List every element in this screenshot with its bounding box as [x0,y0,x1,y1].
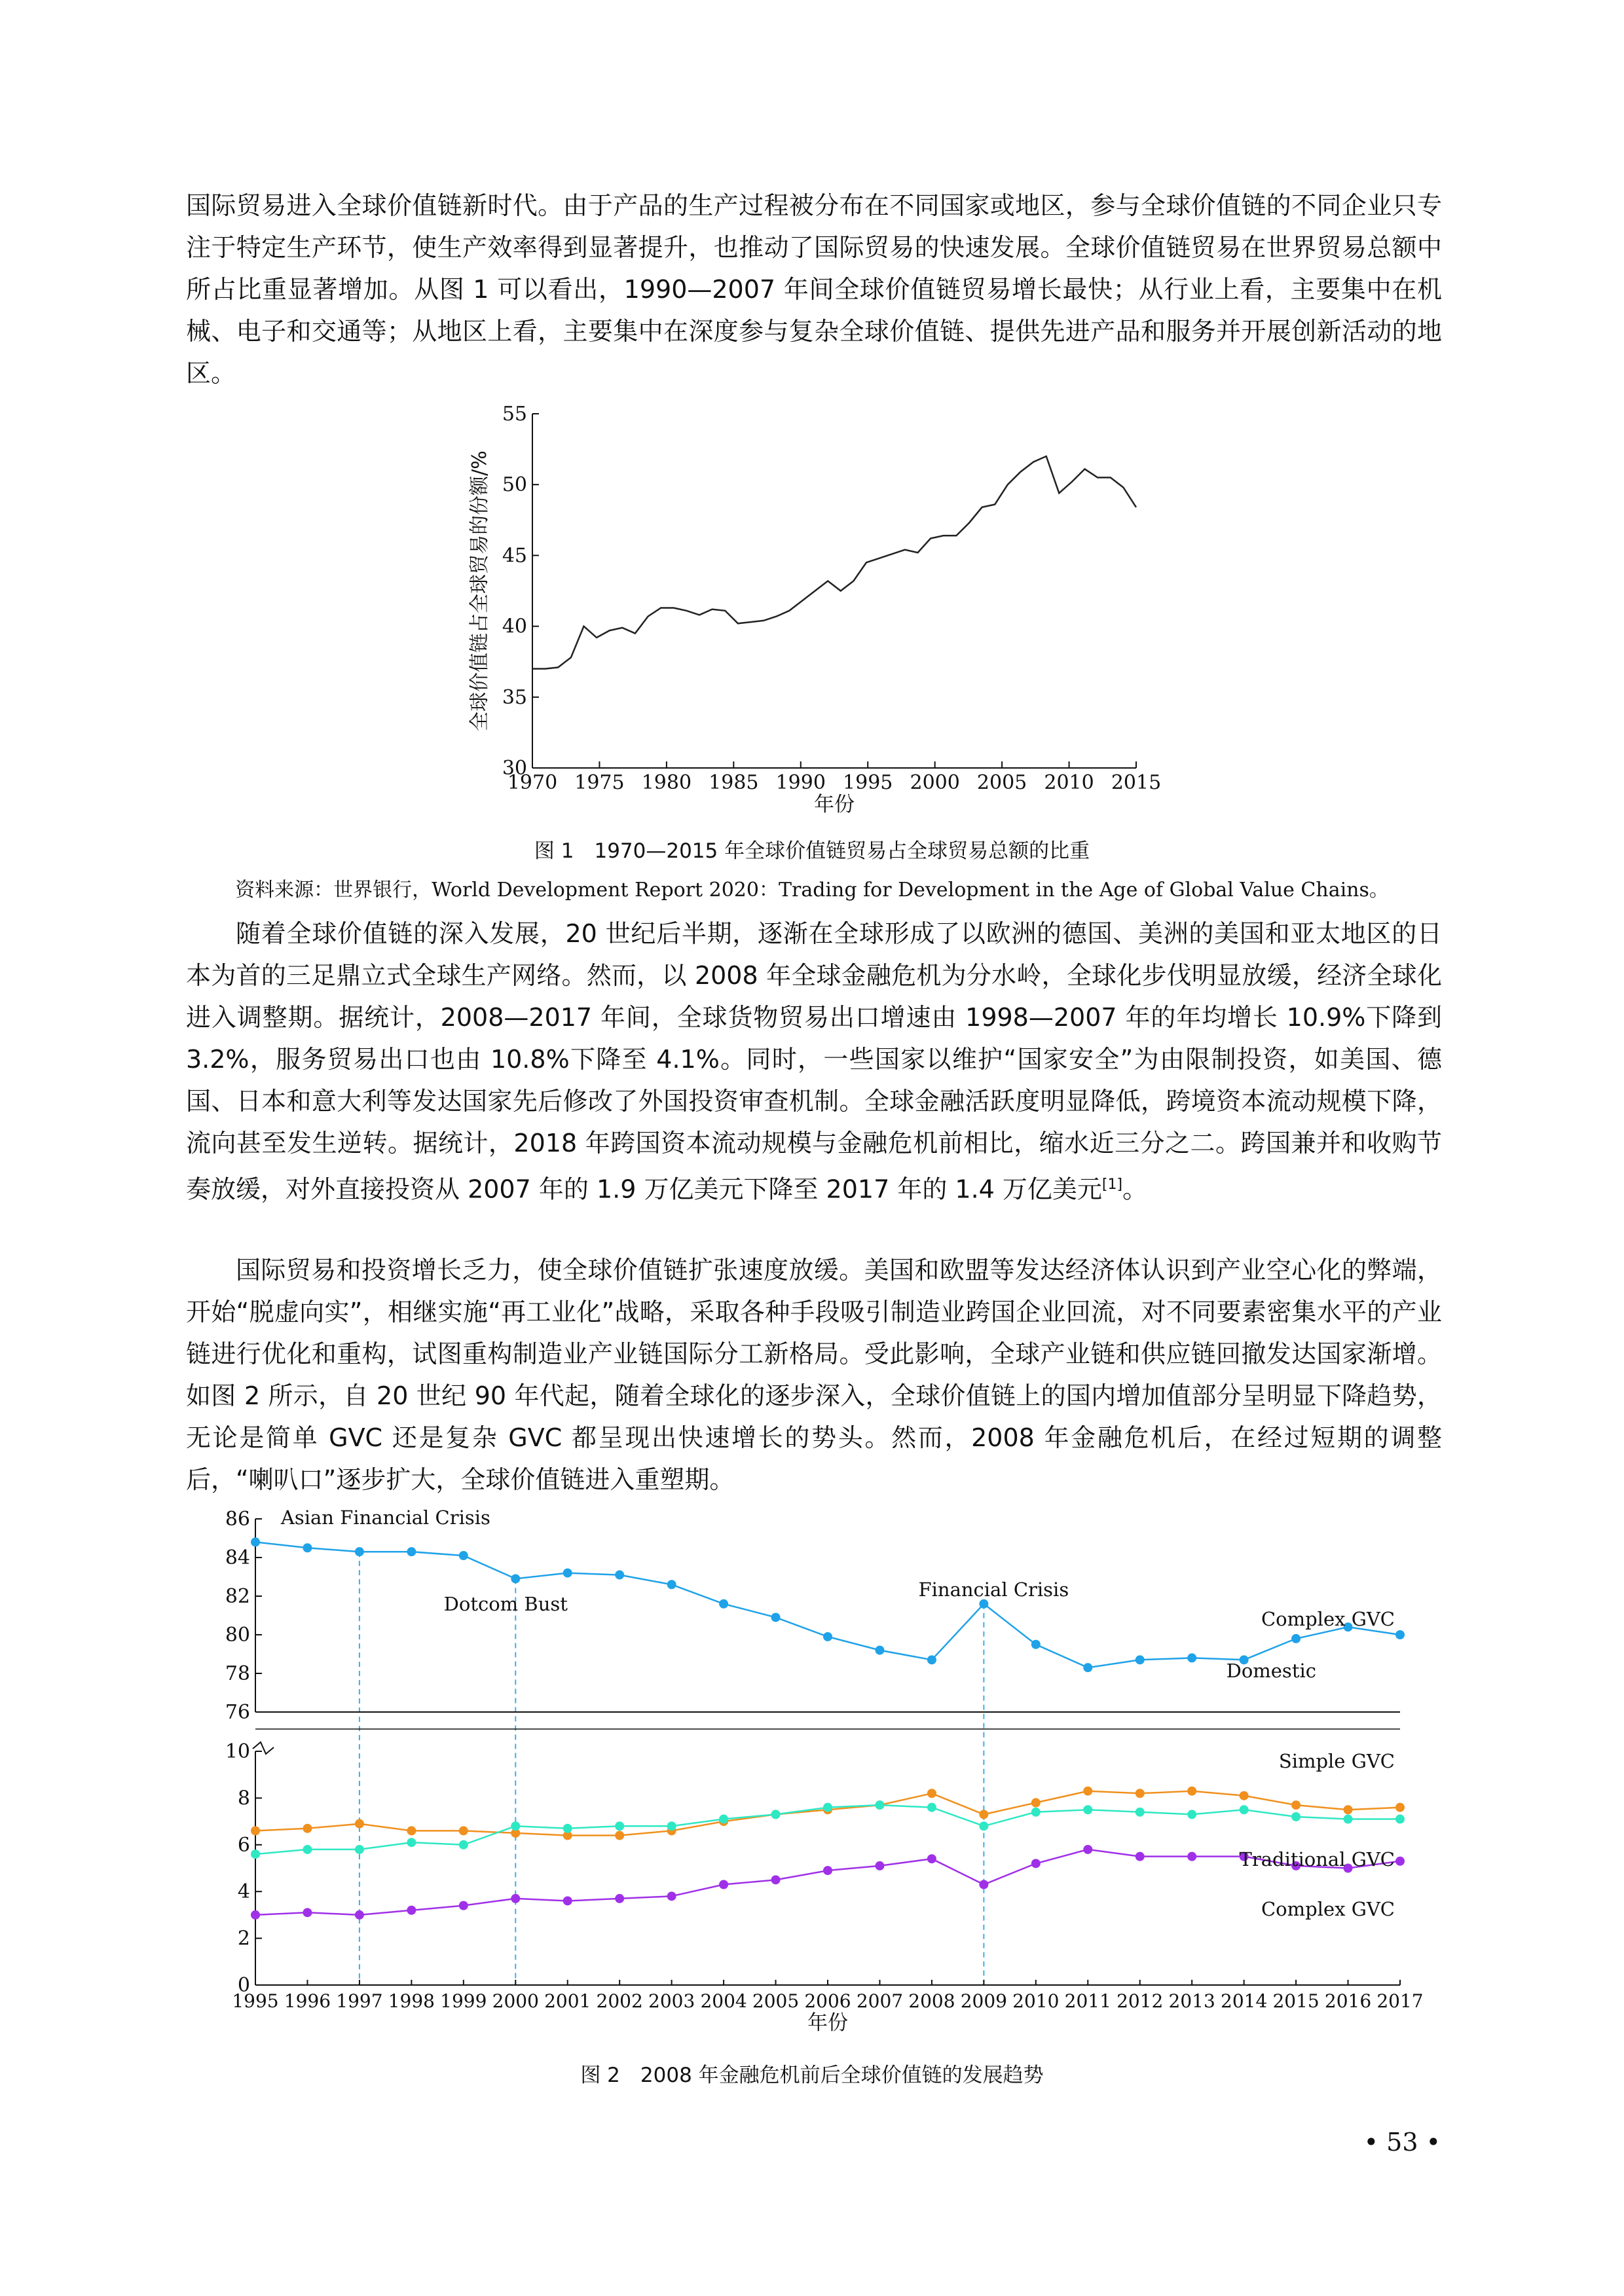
data-point-domestic [615,1571,624,1580]
data-point-simple-gvc [355,1845,364,1854]
x-tick-label: 2014 [1221,1990,1268,2012]
data-point-simple-gvc [459,1840,468,1850]
page-number: • 53 • [1363,2128,1441,2157]
data-point-complex-gvc [615,1894,624,1903]
data-point-traditional-gvc [1291,1800,1301,1810]
x-tick-label: 1999 [440,1990,487,2012]
data-point-simple-gvc [771,1810,781,1819]
lower-y-tick-label: 10 [225,1740,250,1763]
upper-y-tick-label: 84 [225,1546,250,1569]
data-point-domestic [355,1547,364,1556]
series-label: Simple GVC [1278,1750,1395,1772]
data-point-complex-gvc [1031,1859,1041,1868]
data-point-complex-gvc [1395,1857,1405,1866]
data-point-domestic [511,1574,520,1583]
data-point-simple-gvc [1083,1805,1092,1814]
x-tick-label: 2005 [752,1990,800,2012]
series-line-domestic [255,1542,1400,1667]
data-point-traditional-gvc [251,1826,260,1835]
data-point-domestic [1031,1640,1041,1649]
data-point-simple-gvc [1135,1808,1145,1817]
x-tick-label: 2001 [544,1990,591,2012]
data-point-domestic [1187,1653,1196,1662]
x-tick-label: 2009 [960,1990,1007,2012]
x-tick-label: 1995 [843,771,893,794]
x-axis-label: 年份 [814,793,855,816]
data-point-complex-gvc [927,1854,936,1863]
x-tick-label: 2004 [700,1990,747,2012]
data-point-complex-gvc [511,1894,520,1903]
data-point-simple-gvc [1344,1815,1353,1824]
data-point-domestic [1395,1630,1405,1639]
lower-y-tick-label: 2 [237,1927,250,1950]
x-tick-label: 2015 [1111,771,1162,794]
data-point-complex-gvc [979,1880,988,1889]
data-point-traditional-gvc [1344,1805,1353,1814]
data-point-traditional-gvc [303,1824,312,1833]
x-axis-label: 年份 [807,2011,848,2035]
data-point-complex-gvc [719,1880,728,1889]
data-point-traditional-gvc [459,1826,468,1835]
data-point-complex-gvc [563,1896,572,1905]
figure-2-chart [196,1506,1441,2049]
x-tick-label: 2010 [1012,1990,1060,2012]
data-point-simple-gvc [1031,1808,1041,1817]
data-point-complex-gvc [667,1891,676,1901]
data-point-domestic [875,1646,884,1655]
data-point-simple-gvc [1291,1812,1301,1821]
data-point-complex-gvc [459,1901,468,1910]
data-point-traditional-gvc [979,1810,988,1819]
upper-y-tick-label: 80 [225,1624,250,1647]
data-point-simple-gvc [615,1821,624,1831]
data-point-complex-gvc [1135,1852,1145,1861]
x-tick-label: 2010 [1044,771,1094,794]
x-tick-label: 1975 [574,771,625,794]
x-tick-label: 1990 [775,771,826,794]
data-point-domestic [563,1569,572,1578]
paragraph-1: 国际贸易进入全球价值链新时代。由于产品的生产过程被分布在不同国家或地区，参与全球价值链的不同企业只专注于特定生产环节，使生产效率得到显著提升，也推动了国际贸易的快速发展。全球价值链贸易在世界贸易总额中所占比重显著增加。从图 1 可以看出，1990—2007 年间全球价值链贸易增长最快；从行业上看，主要集中在机械、电子和交通等；从地区上看，主要集中在深度参与复杂全球价值链、提供先进产品和服务并开展创新活动的地区。 [186,191,1442,388]
data-point-complex-gvc [407,1906,416,1915]
y-tick-label: 35 [502,685,527,709]
y-tick-label: 55 [502,403,527,426]
series-label: Traditional GVC [1239,1848,1395,1870]
reference-mark: [1] [1101,1176,1123,1193]
series-label: Complex GVC [1261,1898,1395,1920]
data-point-traditional-gvc [1395,1803,1405,1812]
lower-y-tick-label: 6 [237,1833,250,1857]
y-tick-label: 45 [502,544,527,568]
x-tick-label: 2015 [1272,1990,1320,2012]
x-tick-label: 1980 [641,771,692,794]
data-point-traditional-gvc [1240,1791,1249,1800]
y-tick-label: 50 [502,473,527,497]
x-tick-label: 1985 [709,771,759,794]
y-tick-label: 30 [502,757,527,780]
x-tick-label: 1996 [284,1990,331,2012]
data-point-domestic [459,1551,468,1560]
x-tick-label: 1995 [232,1990,279,2012]
series-label: Domestic [1226,1660,1316,1682]
data-point-domestic [823,1632,832,1641]
x-tick-label: 2008 [908,1990,955,2012]
data-point-traditional-gvc [407,1826,416,1835]
data-point-complex-gvc [771,1875,781,1884]
data-point-domestic [1083,1663,1092,1672]
series-label: Complex GVC [1261,1608,1395,1630]
x-tick-label: 2007 [856,1990,904,2012]
data-point-complex-gvc [251,1910,260,1920]
data-point-complex-gvc [355,1910,364,1920]
data-point-simple-gvc [511,1821,520,1831]
data-point-simple-gvc [719,1815,728,1824]
figure-1-source: 资料来源：世界银行，World Development Report 2020：Trading for Development in the Age of Global Value Chains。 [235,879,1389,902]
lower-y-tick-label: 8 [237,1787,250,1810]
data-point-complex-gvc [875,1861,884,1870]
paragraph-3: 国际贸易和投资增长乏力，使全球价值链扩张速度放缓。美国和欧盟等发达经济体认识到产业空心化的弊端，开始“脱虚向实”，相继实施“再工业化”战略，采取各种手段吸引制造业跨国企业回流，对不同要素密集水平的产业链进行优化和重构，试图重构制造业产业链国际分工新格局。受此影响，全球产业链和供应链回撤发达国家渐增。如图 2 所示，自 20 世纪 90 年代起，随着全球化的逐步深入，全球价值链上的国内增加值部分呈明显下降趋势，无论是简单 GVC 还是复杂 GVC 都呈现出快速增长的势头。然而，2008 年金融危机后，在经过短期的调整后，“喇叭口”逐步扩大，全球价值链进入重塑期。 [186,1256,1442,1494]
data-point-domestic [667,1580,676,1589]
upper-y-tick-label: 76 [225,1701,250,1724]
data-point-simple-gvc [563,1824,572,1833]
data-point-domestic [1291,1634,1301,1643]
data-point-simple-gvc [303,1845,312,1854]
data-point-simple-gvc [1187,1810,1196,1819]
data-point-simple-gvc [823,1803,832,1812]
data-point-domestic [927,1655,936,1664]
paragraph-2-text: 随着全球价值链的深入发展，20 世纪后半期，逐渐在全球形成了以欧洲的德国、美洲的美国和亚太地区的日本为首的三足鼎立式全球生产网络。然而，以 2008 年全球金融危机为分水岭，全球化步伐明显放缓，经济全球化进入调整期。据统计，2008—2017 年间，全球货物贸易出口增速由 1998—2007 年的年均增长 10.9%下降到 3.2%，服务贸易出口也由 10.8%下降至 4.1%。同时，一些国家以维护“国家安全”为由限制投资，如美国、德国、日本和意大利等发达国家先后修改了外国投资审查机制。全球金融活跃度明显降低，跨境资本流动规模下降，流向甚至发生逆转。据统计，2018 年跨国资本流动规模与金融危机前相比，缩水近三分之二。跨国兼并和收购节奏放缓，对外直接投资从 2007 年的 1.9 万亿美元下降至 2017 年的 1.4 万亿美元 [186,919,1442,1204]
x-tick-label: 2017 [1376,1990,1424,2012]
data-point-simple-gvc [667,1821,676,1831]
x-tick-label: 2006 [804,1990,851,2012]
data-point-traditional-gvc [1135,1789,1145,1798]
x-tick-label: 2003 [648,1990,695,2012]
data-point-domestic [771,1613,781,1622]
data-point-simple-gvc [1240,1805,1249,1814]
data-point-simple-gvc [1395,1815,1405,1824]
event-annotation: Financial Crisis [918,1578,1069,1601]
paragraph-2 [186,913,1442,1211]
data-point-domestic [251,1537,260,1546]
data-point-traditional-gvc [615,1831,624,1840]
x-tick-label: 2005 [976,771,1027,794]
upper-y-tick-label: 78 [225,1662,250,1685]
data-point-domestic [719,1599,728,1609]
series-line-gvc-share [532,456,1136,669]
data-point-traditional-gvc [355,1819,364,1829]
x-tick-label: 1998 [388,1990,435,2012]
data-point-complex-gvc [1187,1852,1196,1861]
x-tick-label: 2016 [1324,1990,1372,2012]
event-annotation: Asian Financial Crisis [280,1506,490,1529]
x-tick-label: 2011 [1064,1990,1111,2012]
data-point-simple-gvc [875,1800,884,1810]
x-tick-label: 1997 [336,1990,383,2012]
data-point-domestic [1135,1655,1145,1664]
data-point-traditional-gvc [927,1789,936,1798]
data-point-domestic [303,1543,312,1552]
y-tick-label: 40 [502,615,527,638]
lower-y-tick-label: 0 [237,1974,250,1997]
x-tick-label: 2012 [1116,1990,1164,2012]
figure-1-chart [445,399,1192,818]
data-point-simple-gvc [251,1850,260,1859]
data-point-complex-gvc [823,1866,832,1875]
y-axis-label: 全球价值链占全球贸易的份额/% [468,450,491,731]
x-tick-label: 2000 [492,1990,539,2012]
data-point-complex-gvc [1083,1845,1092,1854]
data-point-simple-gvc [979,1821,988,1831]
data-point-simple-gvc [407,1838,416,1847]
data-point-complex-gvc [303,1908,312,1917]
data-point-domestic [407,1547,416,1556]
x-tick-label: 2013 [1168,1990,1215,2012]
event-annotation: Dotcom Bust [443,1593,568,1615]
data-point-traditional-gvc [1083,1787,1092,1796]
data-point-traditional-gvc [1187,1787,1196,1796]
upper-y-tick-label: 86 [225,1508,250,1531]
x-tick-label: 2002 [596,1990,643,2012]
lower-y-tick-label: 4 [237,1880,250,1904]
data-point-simple-gvc [927,1803,936,1812]
data-point-traditional-gvc [1031,1798,1041,1808]
figure-1-caption: 图 1 1970—2015 年全球价值链贸易占全球贸易总额的比重 [534,839,1090,863]
series-line-complex-gvc [255,1850,1400,1915]
x-tick-label: 1970 [507,771,558,794]
x-tick-label: 2000 [910,771,960,794]
upper-y-tick-label: 82 [225,1585,250,1608]
paragraph-2-end: 。 [1122,1175,1148,1204]
figure-2-caption: 图 2 2008 年金融危机前后全球价值链的发展趋势 [580,2064,1044,2087]
